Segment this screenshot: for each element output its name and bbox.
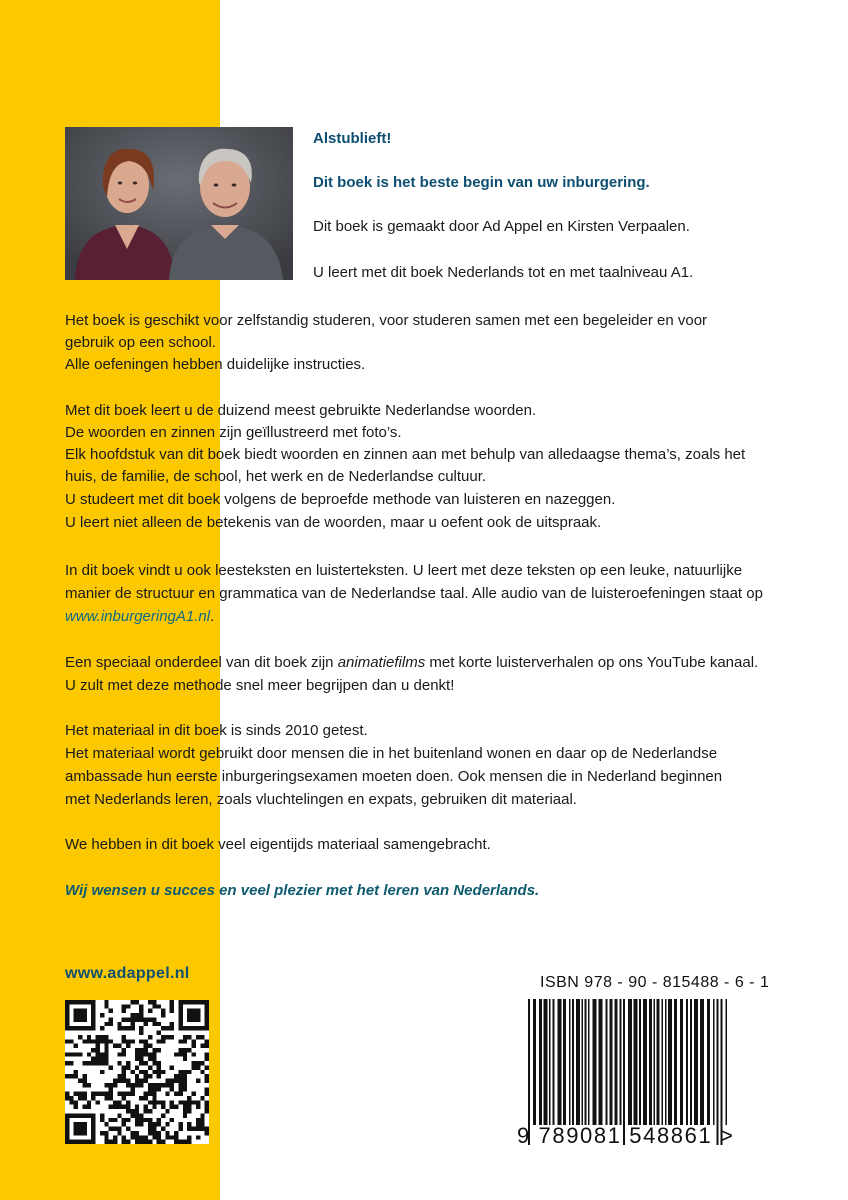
paragraph-1-line-1: Het boek is geschikt voor zelfstandig studeren, voor studeren samen met een begeleider en voor	[65, 312, 708, 329]
inburgering-link[interactable]: www.inburgeringA1.nl	[65, 608, 211, 625]
paragraph-4-emphasis: animatiefilms	[337, 654, 426, 671]
qr-code-icon[interactable]	[65, 1000, 209, 1144]
closing-line: Wij wensen u succes en veel plezier met het leren van Nederlands.	[65, 882, 540, 899]
paragraph-1-line-2: gebruik op een school.	[65, 334, 216, 351]
headline: Dit boek is het beste begin van uw inburgering.	[313, 174, 650, 191]
paragraph-2-line-4: huis, de familie, de school, het werk en de Nederlandse cultuur.	[65, 468, 487, 485]
paragraph-2-line-3: Elk hoofdstuk van dit boek biedt woorden en zinnen aan met behulp van alledaagse thema’s, zoals het	[65, 446, 746, 463]
paragraph-3-line-1: In dit boek vindt u ook leesteksten en luisterteksten. U leert met deze teksten op een leuke, natuurlijke	[65, 562, 743, 579]
authors-line: Dit boek is gemaakt door Ad Appel en Kirsten Verpaalen.	[313, 218, 690, 235]
barcode-digits: 9 789081 548861 >	[517, 1123, 735, 1148]
paragraph-6-line-1: We hebben in dit boek veel eigentijds materiaal samengebracht.	[65, 836, 491, 853]
paragraph-4-post: met korte luisterverhalen op ons YouTube kanaal.	[425, 654, 759, 671]
paragraph-3-line-2: manier de structuur en grammatica van de Nederlandse taal. Alle audio van de luisteroefeningen staat op	[65, 585, 763, 602]
isbn-label: ISBN 978 - 90 - 815488 - 6 - 1	[540, 974, 770, 991]
paragraph-2-line-5: U studeert met dit boek volgens de beproefde methode van luisteren en nazeggen.	[65, 491, 616, 508]
paragraph-4-line-2: U zult met deze methode snel meer begrijpen dan u denkt!	[65, 677, 455, 694]
greeting: Alstublieft!	[313, 130, 392, 147]
paragraph-2-line-1: Met dit boek leert u de duizend meest gebruikte Nederlandse woorden.	[65, 402, 537, 419]
paragraph-5-line-2: Het materiaal wordt gebruikt door mensen die in het buitenland wonen en daar op de Nederlandse	[65, 745, 718, 762]
level-line: U leert met dit boek Nederlands tot en met taalniveau A1.	[313, 264, 694, 281]
paragraph-5-line-1: Het materiaal in dit boek is sinds 2010 getest.	[65, 722, 368, 739]
paragraph-5-line-4: met Nederlands leren, zoals vluchtelingen en expats, gebruiken dit materiaal.	[65, 791, 577, 808]
paragraph-5-line-3: ambassade hun eerste inburgeringsexamen moeten doen. Ook mensen die in Nederland beginnen	[65, 768, 723, 785]
paragraph-4-pre: Een speciaal onderdeel van dit boek zijn	[65, 654, 338, 671]
period: .	[210, 608, 215, 625]
paragraph-2-line-6: U leert niet alleen de betekenis van de woorden, maar u oefent ook de uitspraak.	[65, 514, 602, 531]
paragraph-1-line-3: Alle oefeningen hebben duidelijke instructies.	[65, 356, 366, 373]
author-photo	[65, 127, 293, 280]
website-link[interactable]: www.adappel.nl	[65, 965, 190, 982]
paragraph-4-line-1	[65, 652, 758, 674]
paragraph-3-line-3	[65, 606, 214, 628]
paragraph-2-line-2: De woorden en zinnen zijn geïllustreerd met foto’s.	[65, 424, 402, 441]
